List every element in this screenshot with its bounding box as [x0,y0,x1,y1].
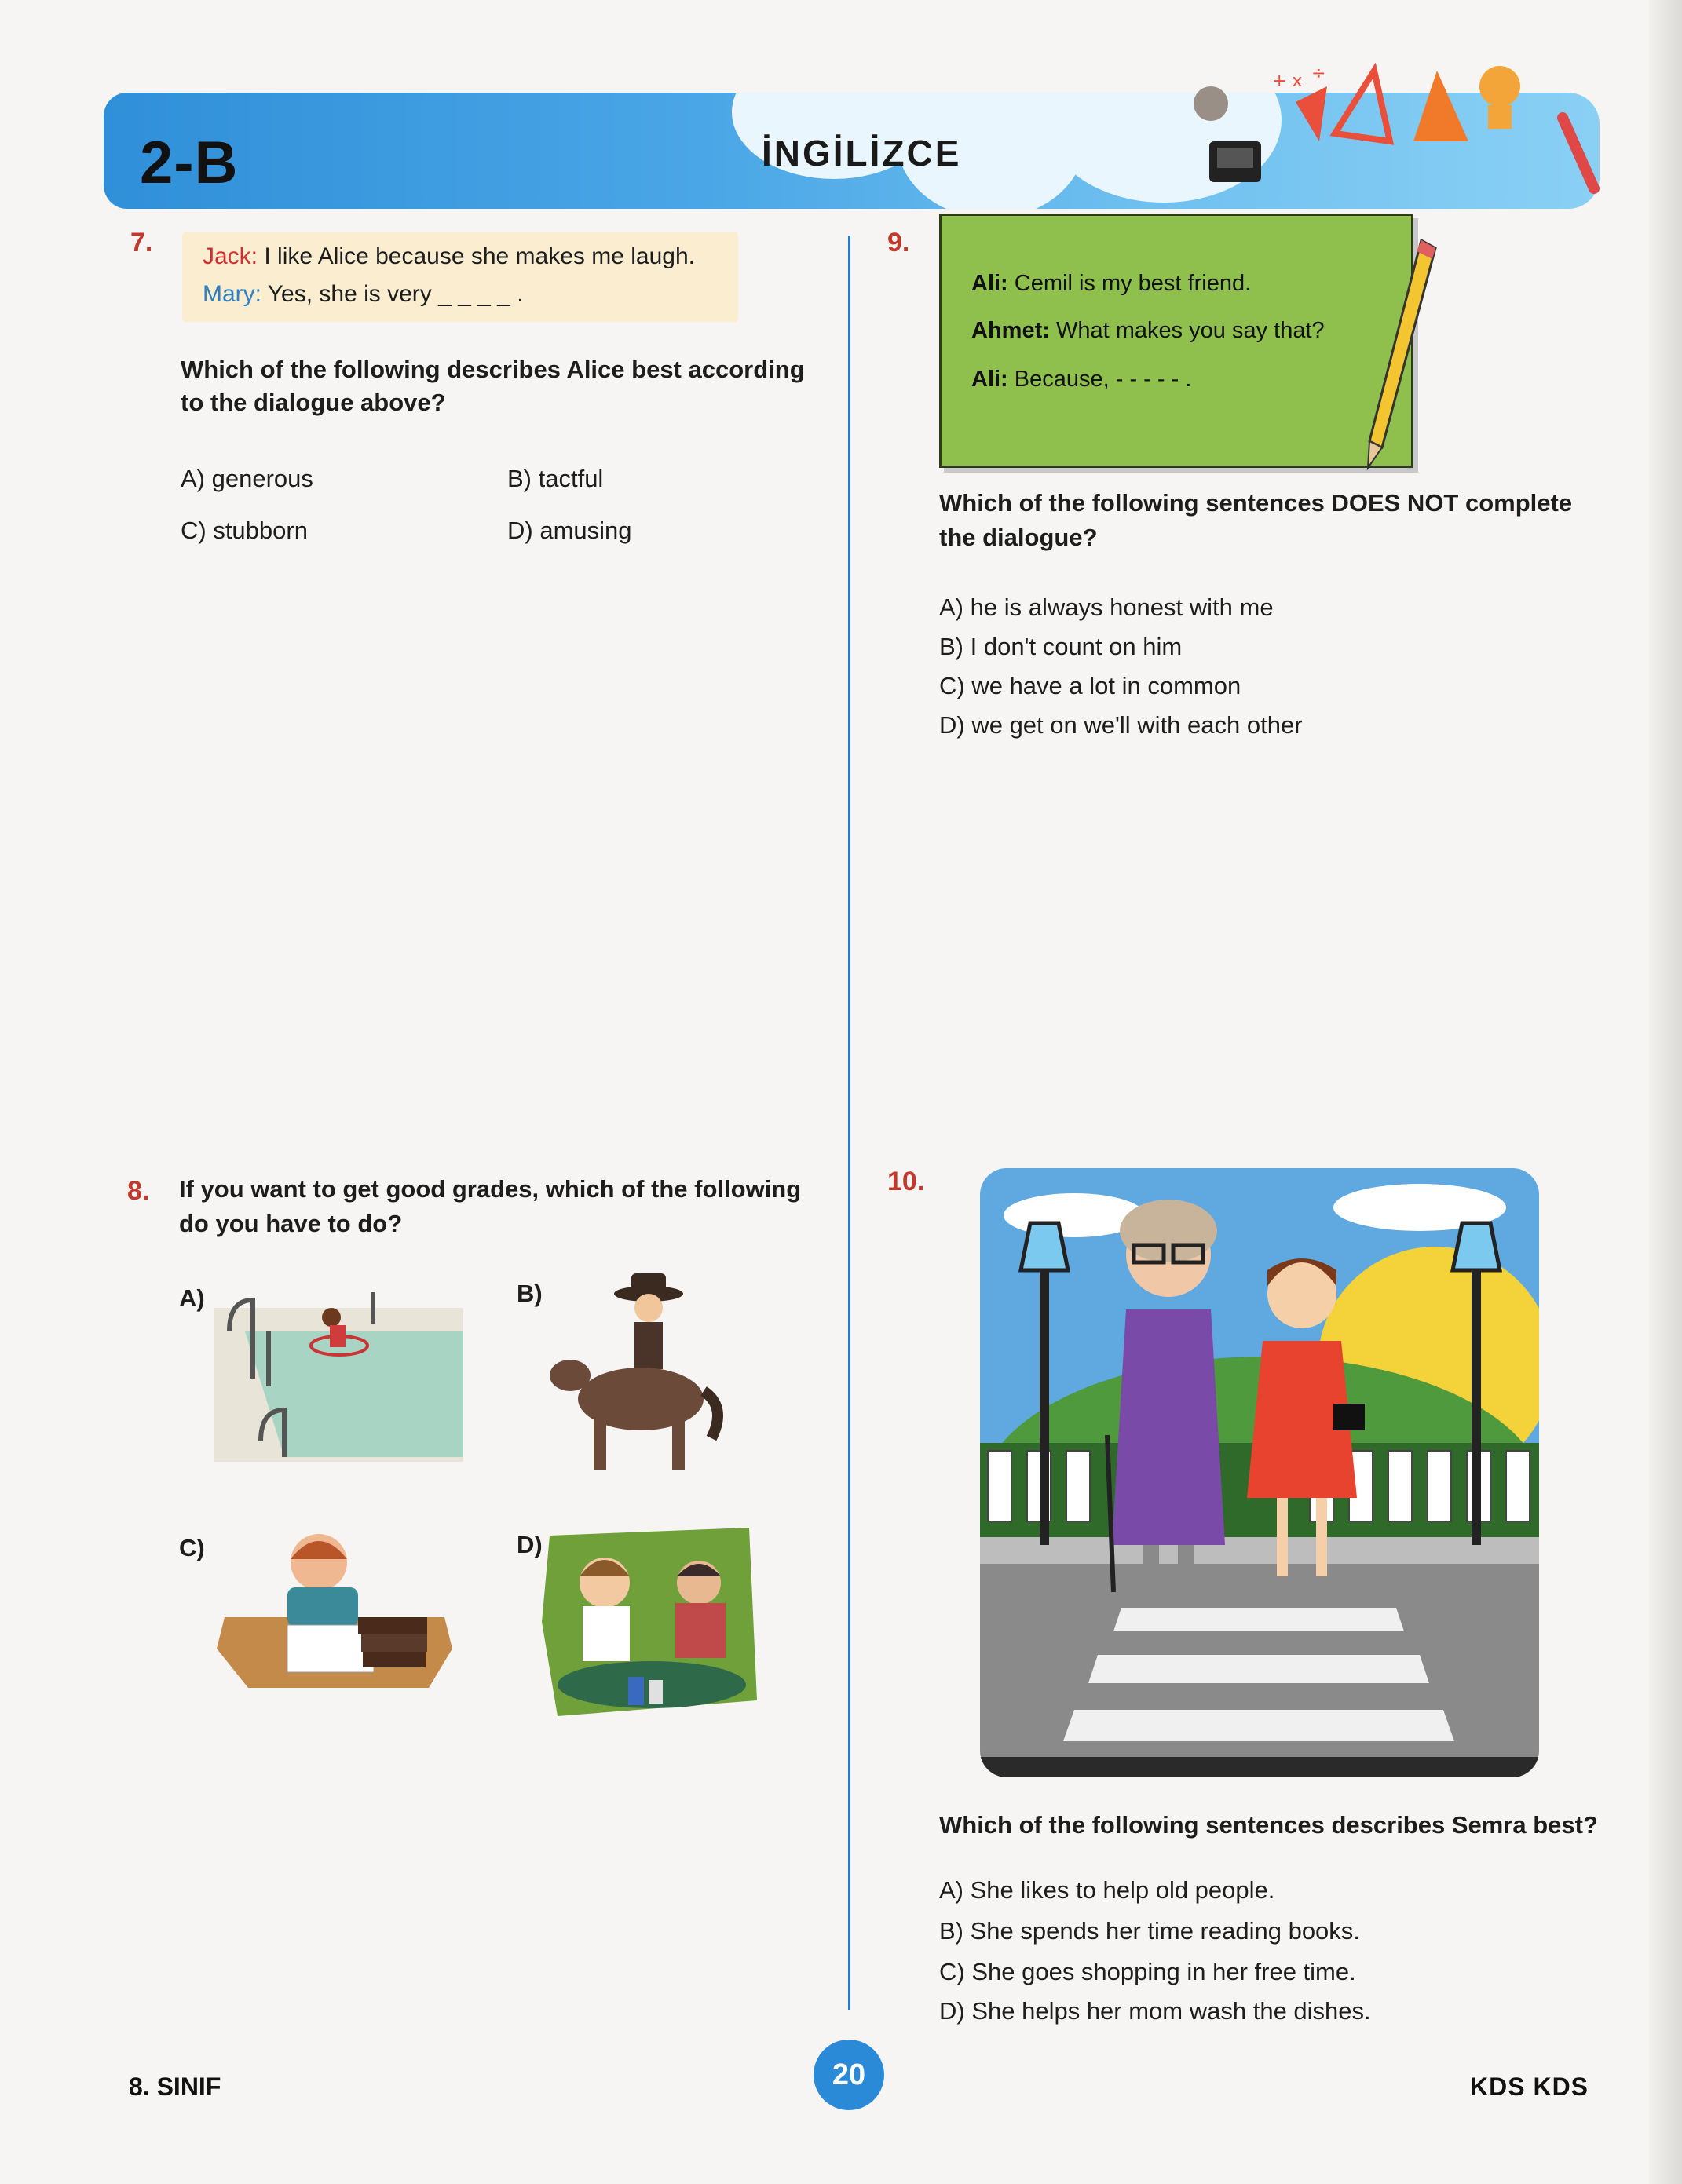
question-text: Which of the following sentences describes Semra best? [939,1811,1598,1839]
answer-option[interactable]: C) She goes shopping in her free time. [939,1958,1356,1985]
answer-option[interactable]: C) we have a lot in common [939,672,1241,699]
picnic-picture[interactable] [542,1528,757,1716]
option-label[interactable]: A) [179,1284,205,1312]
answer-option[interactable]: A) She likes to help old people. [939,1876,1275,1904]
page-number-badge: 20 [814,2040,884,2110]
speaker-label: Ahmet: [971,318,1050,343]
studying-child-picture[interactable] [217,1531,455,1696]
school-supplies-illustration [1178,55,1618,212]
question-text: Which of the following sentences DOES NOT complete [939,489,1573,517]
question-text: the dialogue? [939,524,1098,551]
answer-option[interactable]: D) we get on we'll with each other [939,711,1303,739]
question-number: 10. [887,1167,925,1196]
pencil-icon [1354,236,1440,471]
dialogue-text: Cemil is my best friend. [1007,271,1252,296]
page-edge-shadow [1649,0,1682,2184]
answer-option[interactable]: B) I don't count on him [939,633,1183,660]
section-title: 2-B [140,130,239,196]
speaker-label: Ali: [971,271,1008,296]
answer-option[interactable]: D) She helps her mom wash the dishes. [939,1997,1371,2025]
dialogue-box [182,232,738,322]
dialogue-line [971,318,1325,344]
dialogue-text: Because, - - - - - . [1007,367,1192,392]
question-text: do you have to do? [179,1210,403,1237]
option-label[interactable]: D) [517,1531,543,1558]
speaker-label: Ali: [971,367,1008,392]
dialogue-line [203,281,524,308]
question-text: to the dialogue above? [181,389,446,416]
dialogue-line [971,271,1251,297]
column-divider [848,236,850,2010]
option-label[interactable]: C) [179,1534,205,1561]
dialogue-line [203,243,695,270]
question-number: 9. [887,228,910,257]
answer-option[interactable]: C) stubborn [181,517,308,544]
dialogue-line [971,367,1191,393]
dialogue-text: What makes you say that? [1049,318,1325,343]
answer-option[interactable]: B) tactful [507,465,604,492]
answer-option[interactable]: B) She spends her time reading books. [939,1917,1360,1945]
swimming-pool-picture[interactable] [214,1284,463,1462]
question-text: Which of the following describes Alice best according [181,356,805,383]
dialogue-notepad [939,214,1413,468]
svg-text:+ x: + x [1272,71,1303,91]
crosswalk-illustration [980,1168,1539,1777]
svg-text:÷: ÷ [1311,64,1326,83]
question-number: 7. [130,228,153,257]
question-number: 8. [127,1176,150,1206]
dialogue-text: Yes, she is very _ _ _ _ . [261,281,524,307]
answer-option[interactable]: D) amusing [507,517,632,544]
brand-label: KDS KDS [1470,2073,1589,2101]
question-text: If you want to get good grades, which of the following [179,1175,802,1203]
speaker-label: Mary: [203,281,261,307]
answer-option[interactable]: A) he is always honest with me [939,593,1274,621]
answer-option[interactable]: A) generous [181,465,313,492]
option-label[interactable]: B) [517,1280,543,1307]
horse-riding-picture[interactable] [547,1273,727,1485]
speaker-label: Jack: [203,243,258,269]
subject-title: İNGİLİZCE [762,133,962,173]
dialogue-text: I like Alice because she makes me laugh. [258,243,695,269]
grade-label: 8. SINIF [129,2073,221,2101]
